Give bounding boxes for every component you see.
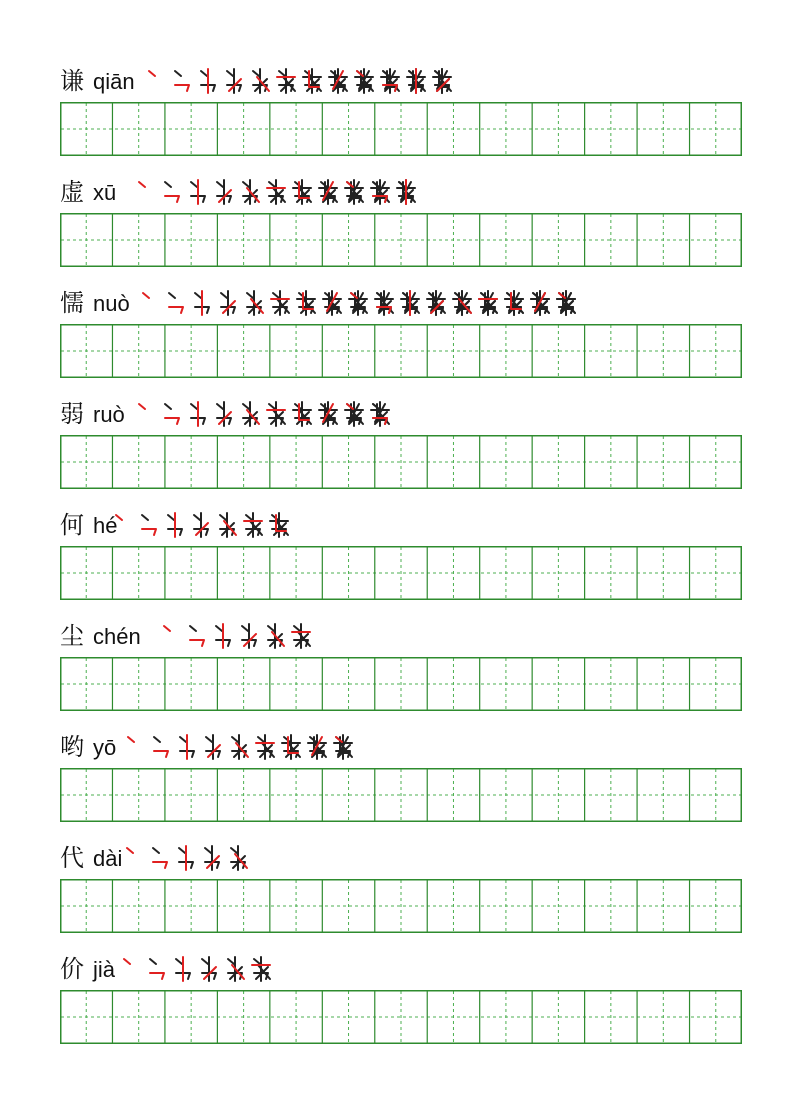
stroke-step xyxy=(211,398,237,430)
pinyin-label: qiān xyxy=(93,69,135,94)
stroke-step xyxy=(199,842,225,874)
stroke-step xyxy=(226,731,252,763)
stroke-step xyxy=(121,842,147,874)
stroke-step xyxy=(147,842,173,874)
stroke-step xyxy=(174,731,200,763)
writing-grid[interactable] xyxy=(60,546,742,600)
stroke-step xyxy=(429,65,455,97)
stroke-step xyxy=(122,731,148,763)
writing-grid[interactable] xyxy=(60,657,742,711)
stroke-step xyxy=(210,620,236,652)
stroke-step xyxy=(501,287,527,319)
stroke-step xyxy=(163,287,189,319)
writing-grid[interactable] xyxy=(60,990,742,1044)
stroke-step xyxy=(240,509,266,541)
stroke-step xyxy=(289,176,315,208)
character-header xyxy=(60,617,742,657)
character-label: 价 xyxy=(60,955,84,983)
character-row xyxy=(60,950,742,1044)
stroke-step xyxy=(136,509,162,541)
stroke-step xyxy=(278,731,304,763)
stroke-step xyxy=(159,176,185,208)
character-row xyxy=(60,62,742,156)
character-header xyxy=(60,506,742,546)
stroke-step xyxy=(225,842,251,874)
stroke-step xyxy=(553,287,579,319)
stroke-step xyxy=(215,287,241,319)
character-label: 虚 xyxy=(60,178,84,206)
character-header xyxy=(60,395,742,435)
writing-grid[interactable] xyxy=(60,324,742,378)
stroke-step xyxy=(289,398,315,430)
character-label: 哟 xyxy=(60,733,84,761)
character-header xyxy=(60,839,742,879)
writing-grid[interactable] xyxy=(60,102,742,156)
stroke-step xyxy=(288,620,314,652)
stroke-step xyxy=(214,509,240,541)
stroke-step xyxy=(143,65,169,97)
stroke-step xyxy=(397,287,423,319)
stroke-step xyxy=(195,65,221,97)
stroke-step xyxy=(266,509,292,541)
stroke-step xyxy=(330,731,356,763)
writing-grid[interactable] xyxy=(60,768,742,822)
stroke-step xyxy=(222,953,248,985)
stroke-step xyxy=(211,176,237,208)
stroke-step xyxy=(110,509,136,541)
character-row xyxy=(60,284,742,378)
character-row xyxy=(60,506,742,600)
stroke-step xyxy=(319,287,345,319)
pinyin-label: hé xyxy=(93,513,118,538)
stroke-step xyxy=(118,953,144,985)
stroke-step xyxy=(159,398,185,430)
character-label: 懦 xyxy=(60,289,84,317)
stroke-step xyxy=(371,287,397,319)
stroke-step xyxy=(173,842,199,874)
stroke-step xyxy=(367,398,393,430)
stroke-step xyxy=(162,509,188,541)
stroke-step xyxy=(252,731,278,763)
pinyin-label: dài xyxy=(93,846,123,871)
stroke-step xyxy=(351,65,377,97)
stroke-step xyxy=(393,176,419,208)
pinyin-label: jià xyxy=(93,957,116,982)
stroke-step xyxy=(423,287,449,319)
stroke-step xyxy=(475,287,501,319)
stroke-step xyxy=(267,287,293,319)
stroke-step xyxy=(377,65,403,97)
character-row xyxy=(60,173,742,267)
character-row xyxy=(60,395,742,489)
stroke-step xyxy=(248,953,274,985)
pinyin-label: ruò xyxy=(93,402,125,427)
character-label: 弱 xyxy=(60,400,84,428)
writing-grid[interactable] xyxy=(60,213,742,267)
stroke-step xyxy=(449,287,475,319)
stroke-step xyxy=(188,509,214,541)
stroke-step xyxy=(325,65,351,97)
writing-grid[interactable] xyxy=(60,879,742,933)
stroke-step xyxy=(158,620,184,652)
character-header xyxy=(60,62,742,102)
writing-grid[interactable] xyxy=(60,435,742,489)
character-header xyxy=(60,173,742,213)
stroke-step xyxy=(273,65,299,97)
stroke-step xyxy=(247,65,273,97)
character-label: 尘 xyxy=(60,622,84,650)
pinyin-label: nuò xyxy=(93,291,130,316)
stroke-step xyxy=(133,398,159,430)
stroke-step xyxy=(341,398,367,430)
stroke-step xyxy=(184,620,210,652)
character-row xyxy=(60,728,742,822)
stroke-step xyxy=(345,287,371,319)
stroke-step xyxy=(403,65,429,97)
stroke-step xyxy=(133,176,159,208)
stroke-step xyxy=(148,731,174,763)
character-header xyxy=(60,728,742,768)
stroke-step xyxy=(315,398,341,430)
pinyin-label: xū xyxy=(93,180,117,205)
stroke-step xyxy=(341,176,367,208)
stroke-step xyxy=(237,398,263,430)
stroke-step xyxy=(315,176,341,208)
character-header xyxy=(60,284,742,324)
stroke-step xyxy=(185,398,211,430)
character-row xyxy=(60,617,742,711)
stroke-step xyxy=(170,953,196,985)
character-label: 代 xyxy=(60,844,84,872)
pinyin-label: chén xyxy=(93,624,141,649)
stroke-step xyxy=(236,620,262,652)
character-label: 谦 xyxy=(60,67,84,95)
character-row xyxy=(60,839,742,933)
stroke-step xyxy=(263,176,289,208)
stroke-step xyxy=(293,287,319,319)
stroke-step xyxy=(304,731,330,763)
stroke-step xyxy=(196,953,222,985)
stroke-step xyxy=(185,176,211,208)
stroke-step xyxy=(299,65,325,97)
character-header xyxy=(60,950,742,990)
stroke-step xyxy=(221,65,247,97)
stroke-step xyxy=(144,953,170,985)
stroke-step xyxy=(262,620,288,652)
stroke-step xyxy=(189,287,215,319)
pinyin-label: yō xyxy=(93,735,117,760)
stroke-step xyxy=(137,287,163,319)
stroke-step xyxy=(367,176,393,208)
stroke-step xyxy=(237,176,263,208)
stroke-step xyxy=(241,287,267,319)
stroke-step xyxy=(200,731,226,763)
stroke-step xyxy=(263,398,289,430)
stroke-step xyxy=(169,65,195,97)
character-label: 何 xyxy=(60,511,84,539)
stroke-step xyxy=(527,287,553,319)
